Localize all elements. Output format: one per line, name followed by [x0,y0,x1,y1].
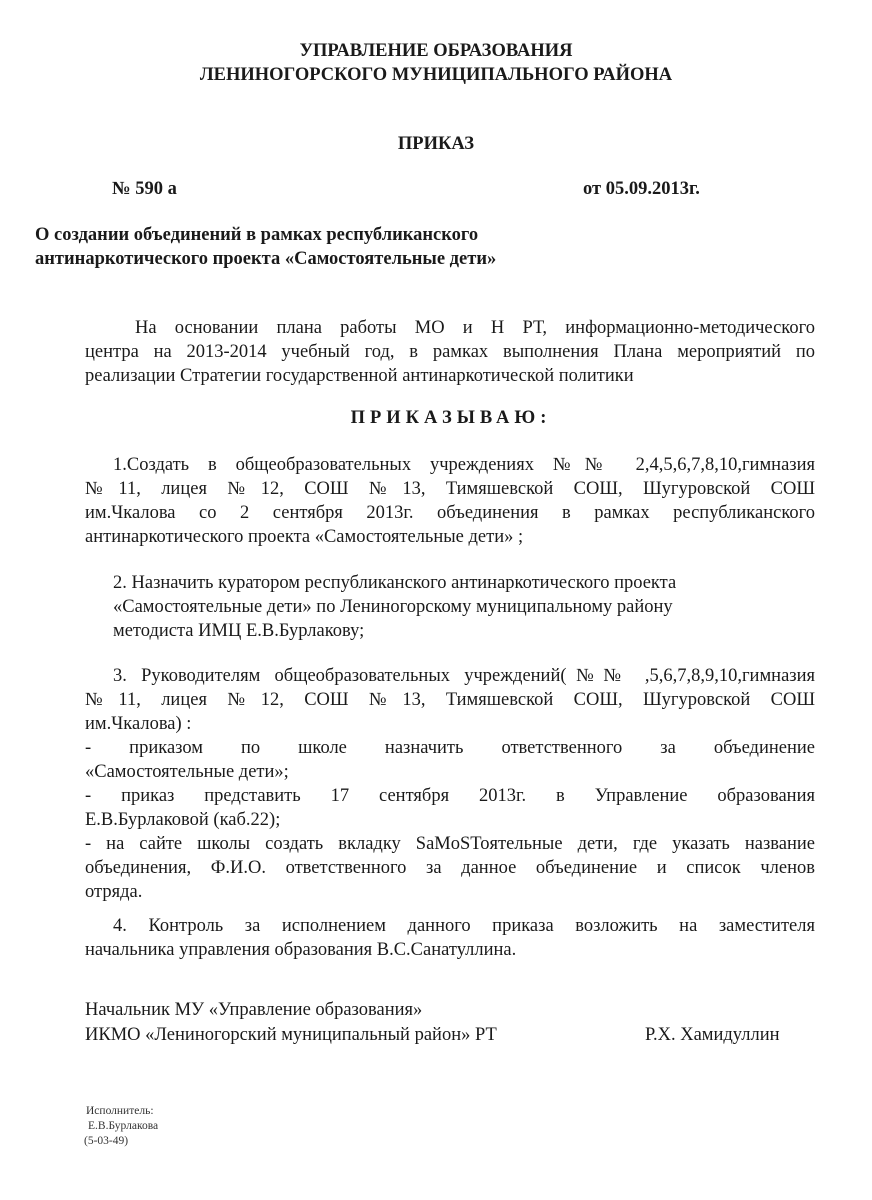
item3-line: им.Чкалова) : [85,714,192,734]
subject-line: О создании объединений в рамках республиканского [35,225,479,245]
item3-line: Е.В.Бурлаковой (каб.22); [85,810,281,830]
signatory-name: Р.Х. Хамидуллин [645,1025,780,1045]
item2-line: «Самостоятельные дети» по Лениногорскому муниципальному району [113,597,673,617]
item1-line: им.Чкалова со 2 сентября 2013г. объединения в рамках республиканского [85,503,815,523]
header-line-2: ЛЕНИНОГОРСКОГО МУНИЦИПАЛЬНОГО РАЙОНА [199,65,673,85]
executor-label: Исполнитель: [86,1105,154,1117]
subject-line: антинаркотического проекта «Самостоятельные дети» [35,249,497,269]
order-number: № 590 а [112,179,177,199]
item3-line: объединения, Ф.И.О. ответственного за данное объединение и список членов [85,858,815,878]
header-line-1: УПРАВЛЕНИЕ ОБРАЗОВАНИЯ [299,41,573,61]
item2-line: методиста ИМЦ Е.В.Бурлакову; [113,621,365,641]
item1-line: №11, лицея №12, СОШ №13, Тимяшевской СОШ, Шугуровской СОШ [85,479,815,499]
preamble-line: реализации Стратегии государственной антинаркотической политики [85,366,634,386]
item3-line: «Самостоятельные дети»; [85,762,289,782]
order-date: от 05.09.2013г. [583,179,700,199]
item3-line: - приказ представить 17 сентября 2013г. в Управление образования [85,786,815,806]
order-word: ПРИКАЗЫВАЮ: [350,408,552,428]
item4-line: начальника управления образования В.С.Санатуллина. [85,940,517,960]
item1-line: антинаркотического проекта «Самостоятельные дети» ; [85,527,524,547]
item1-line: 1.Создать в общеобразовательных учреждениях №№ 2,4,5,6,7,8,10,гимназия [113,455,815,475]
signature-title-line: Начальник МУ «Управление образования» [85,1000,423,1020]
executor-phone: (5-03-49) [84,1135,129,1147]
preamble-line: На основании плана работы МО и Н РТ, информационно-методического [135,318,815,338]
item3-line: - на сайте школы создать вкладку SaMoSToятельные дети, где указать название [85,834,815,854]
signature-title-line: ИКМО «Лениногорский муниципальный район» РТ [85,1025,497,1045]
preamble-line: центра на 2013-2014 учебный год, в рамках выполнения Плана мероприятий по [85,342,815,362]
item3-line: отряда. [85,882,143,902]
executor-name: Е.В.Бурлакова [88,1120,159,1132]
item2-line: 2. Назначить куратором республиканского антинаркотического проекта [113,573,677,593]
item3-line: - приказом по школе назначить ответственного за объединение [85,738,815,758]
item3-line: 3. Руководителям общеобразовательных учреждений(№№ ,5,6,7,8,9,10,гимназия [113,666,815,686]
item4-line: 4. Контроль за исполнением данного приказа возложить на заместителя [113,916,815,936]
item3-line: №11, лицея №12, СОШ №13, Тимяшевской СОШ, Шугуровской СОШ [85,690,815,710]
document-type: ПРИКАЗ [397,134,475,154]
